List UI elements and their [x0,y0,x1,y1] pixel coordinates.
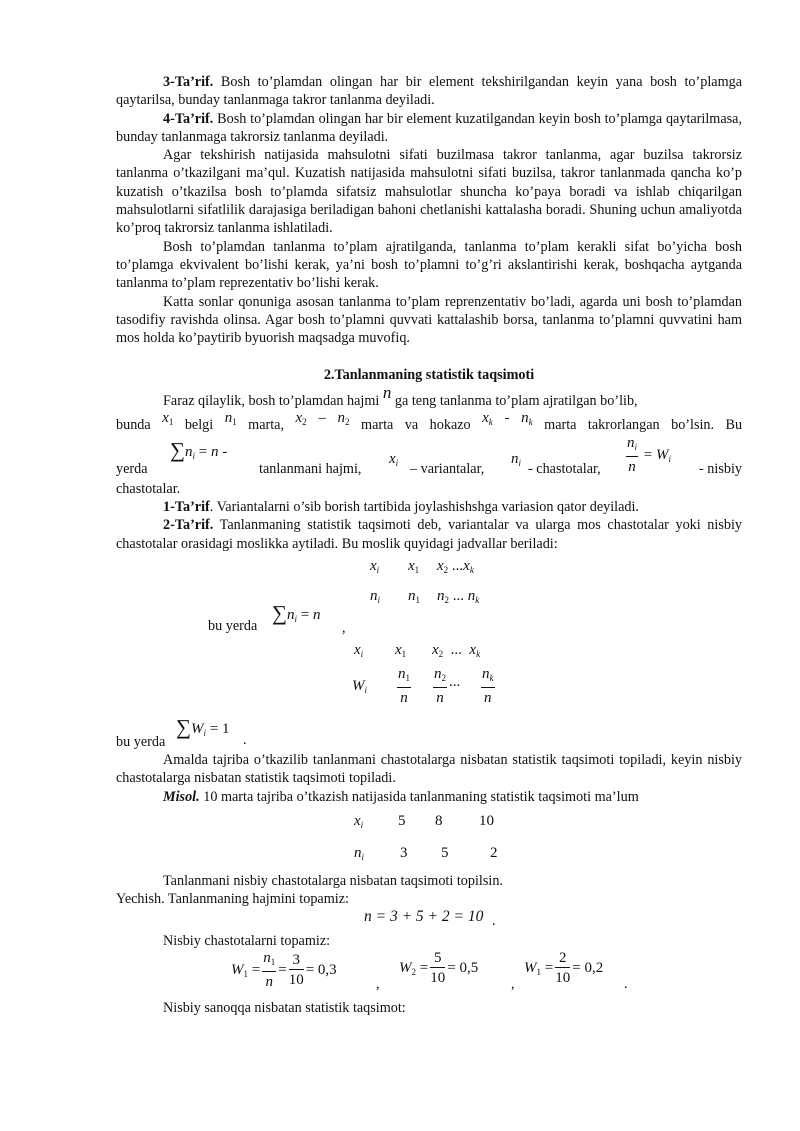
example-x-value: 8 [435,812,443,829]
text-run: ga teng tanlanma to’plam ajratilgan bo’lib, [394,392,638,409]
w3-numerator: 2 [555,949,570,968]
table2-w-header: $W_i$ [352,677,368,695]
definition-text: Tanlanmaning statistik taqsimoti deb, variantalar va ularga mos chastotalar yoki nisbiy chastotalar orasidagi moslikka aytiladi. Bu moslik quyidagi jadvallar beriladi: [116,517,742,552]
paragraph-setup-line3 [116,434,742,482]
definition-term: 3-Ta’rif. [163,74,214,90]
example-n-value: 3 [400,844,408,861]
text-run: bunda [116,416,151,433]
paragraph: Yechish. Tanlanmaning hajmini topamiz: [116,891,349,908]
table-x2-xk: $x_2$ $...x_k$ [437,557,474,575]
math-ni: $n_i$ [511,450,522,468]
sum-w-line [116,714,742,751]
text-run: marta, [248,416,285,433]
text-run: – variantalar, [410,460,485,477]
math-x2: $x_2 - n_2$ [295,409,350,427]
w2-numerator: 5 [430,949,445,968]
example-x-header: $x_i$ [354,812,364,830]
math-wi-fraction: $\frac{n_i}{n}$ = $W_i$ [627,434,671,475]
sum-equation [116,908,742,932]
sum-equation-text: n = 3 + 5 + 2 = 10 [364,908,484,926]
math-x1: $x_1$ [162,409,174,427]
w3-denominator: 10 [555,969,571,986]
w2-value: 0,5 [459,959,479,976]
definition-4 [116,110,742,147]
w1-denominator: 10 [288,971,304,988]
example-n-value: 2 [490,844,498,861]
table-x1: $x_1$ [408,557,420,575]
table-n-header: $n_i$ [370,587,381,605]
period: . [492,913,496,930]
distribution-tables [116,553,742,725]
w3-value: 0,2 [584,959,604,976]
math-n-sum [364,908,483,926]
example-x-value: 10 [479,812,494,829]
example-table [116,806,742,872]
math-w2: $W_2$ = $\frac{5}{10}$ = 0,5 [399,949,479,986]
example-term: Misol. [163,788,200,805]
document-page [116,73,742,1017]
example-x-value: 5 [398,812,406,829]
paragraph-setup [116,382,742,412]
math-sum-ni: $\sum n_i = n$ [272,600,321,625]
definition-text: Bosh to’plamdan olingan har bir element tekshirilgandan keyin yana bosh to’plamga qaytarilsa, bunday tanlanmaga takror tanlanma deyiladi. [116,74,742,109]
example-n-header: $n_i$ [354,844,365,862]
math-w3: $W_1$ = $\frac{2}{10}$ = 0,2 [524,949,604,986]
text-run: yerda [116,460,148,477]
text-run: tanlanmani hajmi, [259,460,362,477]
relative-frequencies [116,951,742,999]
table2-x-header: $x_i$ [354,641,364,659]
text-run: chastotalar, [536,460,601,477]
math-xk: $x_k - n_k$ [482,409,533,427]
comma: , [511,975,515,992]
table2-x2: $x_2$ ... $x_k$ [432,641,481,659]
table-n1: $n_1$ [408,587,420,605]
table2-w1: $\frac{n_1}{n}$ [398,665,410,706]
section-heading: 2.Tanlanmaning statistik taqsimoti [323,367,535,384]
math-n1: $n_1$ [224,409,237,427]
definition-text: Bosh to’plamdan olingan har bir element kuzatilgandan keyin bosh to’plamga qaytarilmasa, bunday tanlanmaga takrorsiz tanlanma deyiladi. [116,110,742,145]
math-xi: $x_i$ [389,450,399,468]
paragraph-continuation: chastotalar. [116,480,181,497]
paragraph: Agar tekshirish natijasida mahsulotni sifati buzilmasa takror tanlanma, agar buzilsa takrorsiz tanlanma o’tkazilgani ma’qul. Kuzatish natijasida mahsulotni sifati buzilsa, takror tanlanmada qancha ko’p kuzatish o’tkazilsa bosh to’plamda sifatsiz mahsulotlar shuncha ko’paya boradi va ishlab chiqarilgan mahsulotlarni sifatlilik darajasiga beriladigan bahoni chetlanishi kattalasha boradi. Shuning uchun amaliyotda ko’proq takrorsiz tanlanma ishlatiladi. [116,147,742,237]
text-run: marta va hokazo [361,416,471,433]
w2-denominator: 10 [430,969,446,986]
text-run: belgi [184,416,214,433]
comma: , [376,975,380,992]
comma: , [342,619,346,636]
table-x-header: $x_i$ [370,557,380,575]
definition-2 [116,516,742,553]
table-n2-nk: $n_2$ ... $n_k$ [437,587,480,605]
definition-term: 4-Ta’rif. [163,110,214,127]
period: . [243,731,247,748]
math-sum-n: $\sum n_i = n$ - [170,437,228,462]
example [116,788,742,806]
definition-3 [116,73,742,110]
text-run: marta takrorlangan bo’lsin. Bu [544,416,743,433]
definition-text: . Variantalarni o’sib borish tartibida joylashishshga variasion qator deyiladi. [209,499,639,516]
period: . [624,975,628,992]
example-n-value: 5 [441,844,449,861]
text-run: - chastotalar, [528,460,601,477]
paragraph: Amalda tajriba o’tkazilib tanlanmani chastotalarga nisbatan statistik taqsimoti topiladi, keyin nisbiy chastotalarga nisbatan statistik taqsimoti topiladi. [116,751,742,787]
paragraph: Nisbiy chastotalarni topamiz: [163,933,331,950]
w1-numerator: 3 [289,951,304,970]
paragraph: Katta sonlar qonuniga asosan tanlanma to’plam reprenzentativ bo’ladi, agarda uni bosh to’plamdan tasodifiy ravishda olinsa. Agar bosh to’plamni quvvati kattalashib borsa, tanlanma to’plamni quvvatini ham mos holda ko’paytirib byuorish maqsadga muvofiq. [116,293,742,347]
paragraph: Bosh to’plamdan tanlanma to’plam ajratilganda, tanlanma to’plam kerakli sifat bo’yicha bosh to’plamga ekvivalent bo’lishi kerak, ya’ni bosh to’plamni to’g’ri akslantirishi kerak, boshqacha aytganda tanlanma to’plam reprezentativ bo’lishi kerak. [116,238,742,292]
table2-x1: $x_1$ [395,641,407,659]
text-run: bu yerda [116,733,166,750]
definition-term: 2-Ta’rif. [163,517,214,534]
math-w1: $W_1$ = $\frac{n_1}{n}$ = $\frac{3}{10}$ = 0,3 [231,949,337,990]
paragraph: Tanlanmani nisbiy chastotalarga nisbatan taqsimoti topilsin. [163,872,503,889]
table2-wk: $\frac{n_k}{n}$ [482,665,494,706]
math-sum-wi: $\sum W_i = 1$ [176,714,230,739]
paragraph: Nisbiy sanoqqa nisbatan statistik taqsimot: [163,999,406,1016]
w1-value: 0,3 [317,961,337,978]
example-text: 10 marta tajriba o’tkazish natijasida tanlanmaning statistik taqsimoti ma’lum [199,788,639,805]
text-run: Faraz qilaylik, bosh to’plamdan hajmi [163,392,380,409]
text-run: - nisbiy [699,460,742,477]
text-run: bu yerda [208,617,258,634]
table2-w2: $\frac{n_2}{n}$ ... [434,665,461,706]
definition-1 [116,498,742,516]
math-n: n [382,382,392,402]
definition-term: 1-Ta’rif [163,499,210,516]
